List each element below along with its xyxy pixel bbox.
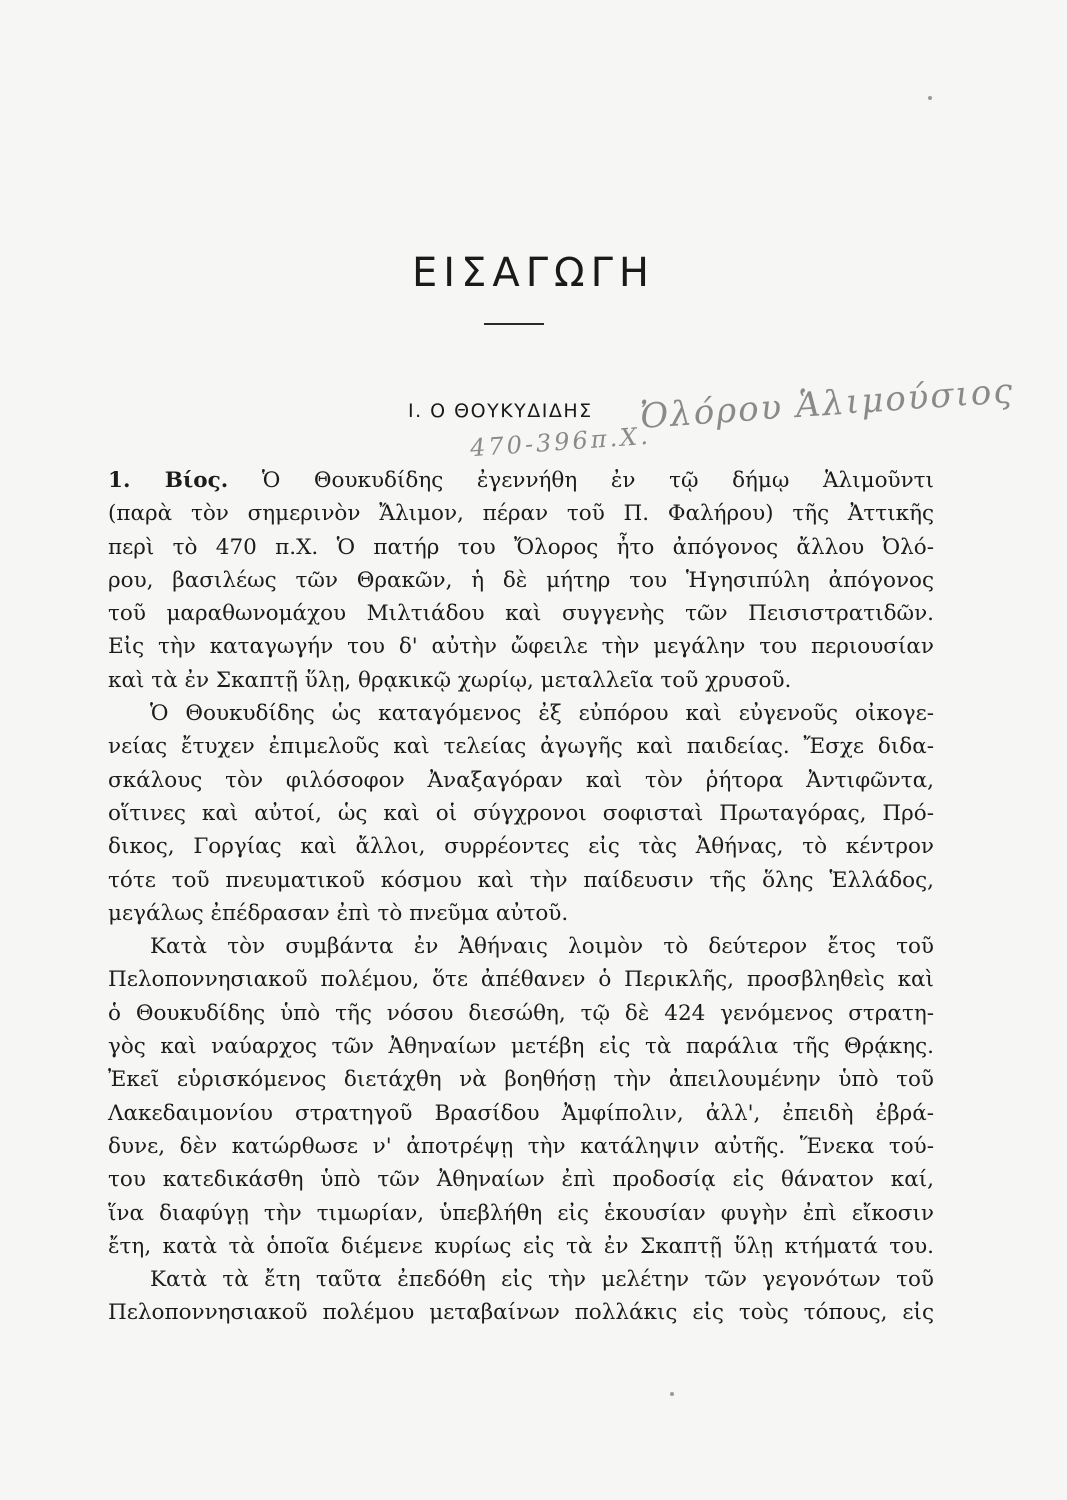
text-line: Ἐκεῖ εὑρισκόμενος διετάχθη νὰ βοηθήσῃ τὴν ἀπειλουμένην ὑπὸ τοῦ xyxy=(108,1067,934,1093)
body-text xyxy=(108,464,934,1330)
text-line: οἵτινες καὶ αὐτοί, ὡς καὶ οἱ σύγχρονοι σοφισταὶ Πρωταγόρας, Πρό- xyxy=(108,800,934,826)
title-rule xyxy=(484,323,544,325)
text-line: Κατὰ τὰ ἔτη ταῦτα ἐπεδόθη εἰς τὴν μελέτην τῶν γεγονότων τοῦ xyxy=(150,1267,934,1293)
text-line: ἔτη, κατὰ τὰ ὁποῖα διέμενε κυρίως εἰς τὰ ἐν Σκαπτῇ ὕλῃ κτήματά του. xyxy=(108,1233,934,1259)
text-line: (παρὰ τὸν σημερινὸν Ἄλιμον, πέραν τοῦ Π. Φαλήρου) τῆς Ἀττικῆς xyxy=(108,501,934,527)
section-heading: I. Ο ΘΟΥΚΥΔΙΔΗΣ xyxy=(408,400,593,422)
chapter-title: ΕΙΣΑΓΩΓΗ xyxy=(412,250,655,296)
lead-label: 1. Βίος. xyxy=(108,468,229,493)
text-line: νείας ἔτυχεν ἐπιμελοῦς καὶ τελείας ἀγωγῆς καὶ παιδείας. Ἔσχε διδα- xyxy=(108,734,934,760)
text-line: γὸς καὶ ναύαρχος τῶν Ἀθηναίων μετέβη εἰς τὰ παράλια τῆς Θρᾴκης. xyxy=(108,1034,934,1060)
handwritten-name-annotation: Ὀλόρου Ἁλιμούσιος xyxy=(639,370,1016,438)
text-line: Κατὰ τὸν συμβάντα ἐν Ἀθήναις λοιμὸν τὸ δεύτερον ἔτος τοῦ xyxy=(150,934,934,960)
text-line: Πελοποννησιακοῦ πολέμου, ὅτε ἀπέθανεν ὁ Περικλῆς, προσβληθεὶς καὶ xyxy=(108,967,934,993)
text-line: ἵνα διαφύγῃ τὴν τιμωρίαν, ὑπεβλήθη εἰς ἑκουσίαν φυγὴν ἐπὶ εἴκοσιν xyxy=(108,1200,934,1226)
text-line: Εἰς τὴν καταγωγήν του δ' αὐτὴν ὤφειλε τὴν μεγάλην του περιουσίαν xyxy=(108,634,934,660)
text-line: ὁ Θουκυδίδης ὑπὸ τῆς νόσου διεσώθη, τῷ δὲ 424 γενόμενος στρατη- xyxy=(108,1000,934,1026)
text-line: Ὁ Θουκυδίδης ὡς καταγόμενος ἐξ εὐπόρου καὶ εὐγενοῦς οἰκογε- xyxy=(150,701,934,727)
text-line: σκάλους τὸν φιλόσοφον Ἀναξαγόραν καὶ τὸν ῥήτορα Ἀντιφῶντα, xyxy=(108,767,934,793)
scan-speck xyxy=(928,96,932,100)
text-line: ρου, βασιλέως τῶν Θρακῶν, ἡ δὲ μήτηρ του Ἡγησιπύλη ἀπόγονος xyxy=(108,567,934,593)
text-line: μεγάλως ἐπέδρασαν ἐπὶ τὸ πνεῦμα αὐτοῦ. xyxy=(108,900,569,926)
text-line: Λακεδαιμονίου στρατηγοῦ Βρασίδου Ἀμφίπολιν, ἀλλ', ἐπειδὴ ἐβρά- xyxy=(108,1100,934,1126)
text-line: του κατεδικάσθη ὑπὸ τῶν Ἀθηναίων ἐπὶ προδοσίᾳ εἰς θάνατον καί, xyxy=(108,1167,934,1193)
scan-speck xyxy=(670,1392,674,1396)
text-line: καὶ τὰ ἐν Σκαπτῇ ὕλῃ, θρᾳκικῷ χωρίῳ, μεταλλεῖα τοῦ χρυσοῦ. xyxy=(108,667,792,693)
text-line: 1. Βίος. Ὁ Θουκυδίδης ἐγεννήθη ἐν τῷ δήμῳ Ἁλιμοῦντι xyxy=(108,468,934,493)
text-line: δικος, Γοργίας καὶ ἄλλοι, συρρέοντες εἰς τὰς Ἀθήνας, τὸ κέντρον xyxy=(108,834,934,860)
text-line: Πελοποννησιακοῦ πολέμου μεταβαίνων πολλάκις εἰς τοὺς τόπους, εἰς xyxy=(108,1300,934,1326)
text-line: δυνε, δὲν κατώρθωσε ν' ἀποτρέψῃ τὴν κατάληψιν αὐτῆς. Ἕνεκα τού- xyxy=(108,1133,934,1159)
handwritten-dates-annotation: 470-396π.Χ. xyxy=(469,421,652,463)
text-line: τοῦ μαραθωνομάχου Μιλτιάδου καὶ συγγενὴς τῶν Πεισιστρατιδῶν. xyxy=(108,601,934,627)
text-line: τότε τοῦ πνευματικοῦ κόσμου καὶ τὴν παίδευσιν τῆς ὅλης Ἑλλάδος, xyxy=(108,867,934,893)
text-line: περὶ τὸ 470 π.Χ. Ὁ πατήρ του Ὄλορος ἦτο ἀπόγονος ἄλλου Ὀλό- xyxy=(108,534,934,560)
